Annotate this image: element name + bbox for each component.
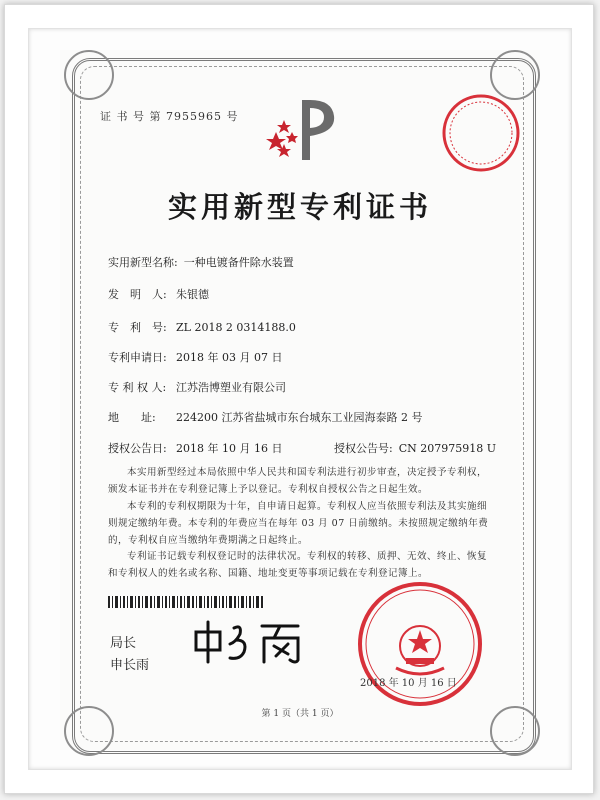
patent-office-logo-icon (262, 92, 342, 168)
page-number: 第 1 页（共 1 页） (261, 709, 339, 719)
barcode-icon (108, 596, 264, 608)
field-label: 专 利 号: (108, 321, 167, 334)
field-announcement (108, 440, 496, 456)
field-label: 专 利 权 人: (108, 381, 167, 394)
field-value: 224200 江苏省盐城市东台城东工业园海泰路 2 号 (176, 411, 423, 424)
field-value: 朱银德 (176, 288, 209, 301)
certificate-title: 实用新型专利证书 (167, 190, 432, 224)
tax-stamp-seal-icon (440, 92, 522, 174)
announce-no-label: 授权公告号: (333, 442, 393, 455)
director-signature-icon (190, 618, 310, 668)
field-value: 江苏浩博塑业有限公司 (176, 381, 286, 394)
announce-date-label: 授权公告日: (108, 442, 167, 455)
body-paragraph-1: 本实用新型经过本局依照中华人民共和国专利法进行初步审查，决定授予专利权，颁发本证书并在专利登记簿上予以登记。专利权自授权公告之日起生效。 (108, 467, 488, 495)
field-utility-name (108, 254, 294, 270)
field-label: 实用新型名称: (108, 256, 178, 269)
body-paragraph-2: 本专利的专利权期限为十年，自申请日起算。专利权人应当依照专利法及其实施细则规定缴纳年费。本专利的年费应当在每年 03 月 07 日前缴纳。未按照规定缴纳年费的，专利权自应当缴纳年费期满之日起终止。 (108, 501, 489, 546)
announce-date-value: 2018 年 10 月 16 日 (176, 442, 283, 455)
field-label: 地 址: (108, 411, 156, 424)
field-patent-number (108, 319, 296, 335)
announce-no-value: CN 207975918 U (398, 442, 496, 455)
field-address (108, 409, 422, 425)
director-label: 局长 (110, 636, 137, 651)
field-value: 一种电镀备件除水装置 (183, 256, 294, 269)
field-patentee (108, 379, 286, 395)
corner-ornament-tl (64, 50, 114, 100)
field-label: 发 明 人: (108, 288, 167, 301)
field-value: ZL 2018 2 0314188.0 (176, 321, 296, 334)
body-paragraph-3: 专利证书记载专利权登记时的法律状况。专利权的转移、质押、无效、终止、恢复和专利权人的姓名或名称、国籍、地址变更等事项记载在专利登记簿上。 (108, 551, 488, 579)
field-inventor (108, 286, 209, 302)
certificate-number: 证 书 号 第 7955965 号 (100, 110, 239, 123)
seal-date: 2018 年 10 月 16 日 (360, 678, 457, 689)
director-name: 申长雨 (110, 658, 150, 673)
field-application-date (108, 349, 282, 365)
field-label: 专利申请日: (108, 351, 167, 364)
field-value: 2018 年 03 月 07 日 (176, 351, 283, 364)
